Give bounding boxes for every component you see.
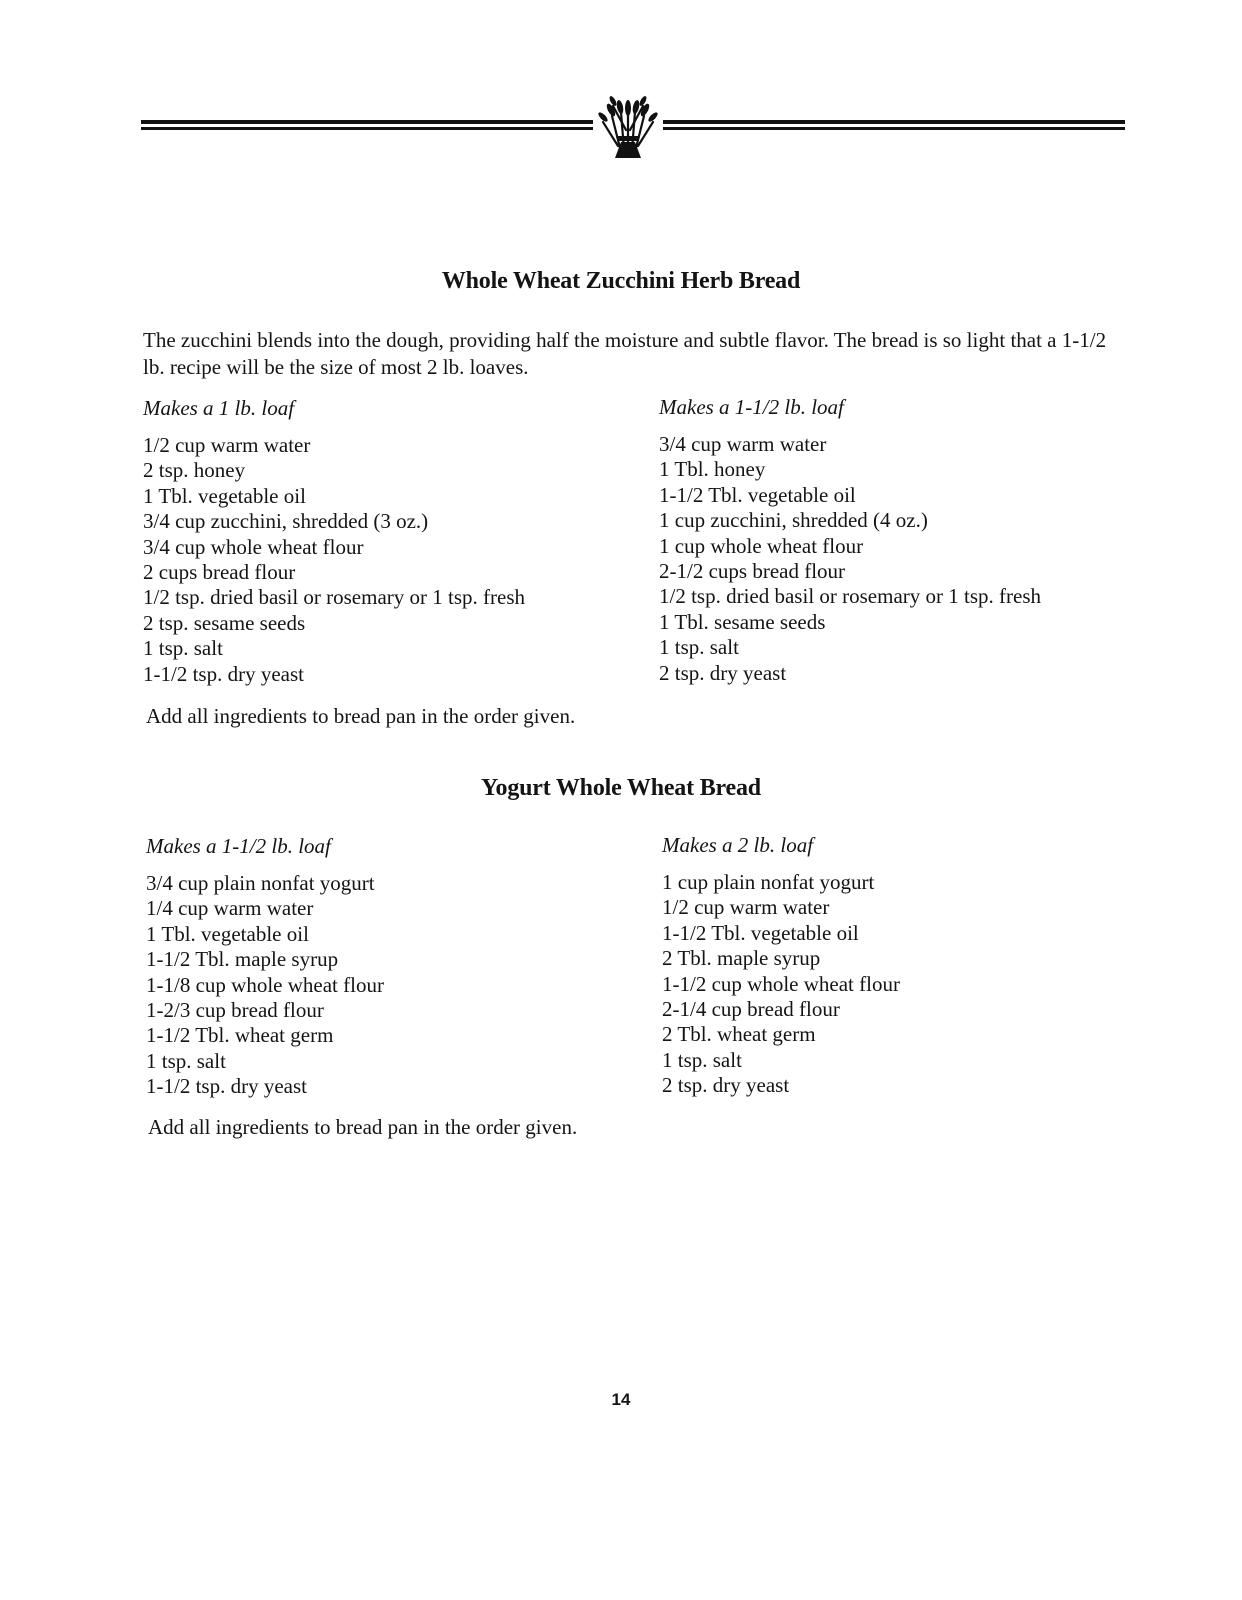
ingredient-item: 2 tsp. dry yeast	[662, 1073, 790, 1098]
ingredient-item: 2 cups bread flour	[143, 559, 296, 584]
recipe-column-right	[659, 395, 1041, 686]
ingredient-item: 1-1/2 Tbl. maple syrup	[146, 947, 339, 972]
recipe-intro: The zucchini blends into the dough, providing half the moisture and subtle flavor. The bread is so light that a 1-1/2 lb. recipe will be the size of most 2 lb. loaves.	[143, 328, 1107, 379]
ingredient-item: 1-1/2 tsp. dry yeast	[143, 661, 304, 686]
ingredient-item: 1 tsp. salt	[143, 636, 223, 661]
ingredient-item: 1-1/2 Tbl. vegetable oil	[659, 482, 856, 507]
loaf-size-label: Makes a 1-1/2 lb. loaf	[146, 834, 331, 858]
ingredient-item: 3/4 cup warm water	[659, 432, 827, 456]
ingredient-item: 1/2 tsp. dried basil or rosemary or 1 tsp. fresh	[143, 585, 526, 610]
ingredient-item: 3/4 cup plain nonfat yogurt	[146, 871, 375, 895]
ingredient-item: 2 tsp. dry yeast	[659, 660, 787, 685]
ingredient-item: 1-1/2 Tbl. wheat germ	[146, 1023, 334, 1048]
ingredient-item: 1-1/2 tsp. dry yeast	[146, 1074, 307, 1099]
ingredient-item: 1-1/2 cup whole wheat flour	[662, 971, 900, 996]
ingredient-item: 1-1/8 cup whole wheat flour	[146, 972, 384, 997]
ingredient-item: 1 cup plain nonfat yogurt	[662, 870, 875, 894]
ingredient-item: 1 Tbl. vegetable oil	[143, 483, 306, 508]
ingredient-item: 2 tsp. sesame seeds	[143, 610, 306, 635]
recipe-column-left	[146, 834, 384, 1100]
recipe-column-right	[662, 833, 900, 1099]
ingredient-list	[662, 870, 900, 1099]
wheat-sheaf-icon	[593, 88, 663, 160]
ingredient-item: 1 tsp. salt	[662, 1047, 742, 1072]
loaf-size-label: Makes a 1-1/2 lb. loaf	[659, 395, 844, 419]
ingredient-item: 1 tsp. salt	[146, 1048, 226, 1073]
ingredient-item: 3/4 cup zucchini, shredded (3 oz.)	[143, 509, 429, 534]
recipe-column-left	[143, 396, 525, 687]
loaf-size-label: Makes a 2 lb. loaf	[662, 833, 814, 857]
ingredient-list	[143, 433, 525, 687]
ingredient-item: 1/4 cup warm water	[146, 896, 314, 921]
ingredient-item: 2 Tbl. maple syrup	[662, 946, 821, 971]
recipe-instructions: Add all ingredients to bread pan in the order given.	[146, 704, 576, 728]
loaf-size-label: Makes a 1 lb. loaf	[143, 396, 295, 420]
ingredient-item: 2 tsp. honey	[143, 458, 246, 483]
ingredient-list	[659, 432, 1041, 686]
ingredient-item: 1 cup whole wheat flour	[659, 533, 864, 558]
ingredient-item: 1-2/3 cup bread flour	[146, 997, 324, 1022]
ingredient-list	[146, 871, 384, 1100]
recipe-title: Yogurt Whole Wheat Bread	[481, 775, 761, 801]
ingredient-item: 1/2 cup warm water	[662, 895, 830, 920]
page-number: 14	[611, 1390, 631, 1409]
ingredient-item: 1 tsp. salt	[659, 635, 739, 660]
ingredient-item: 1/2 cup warm water	[143, 433, 311, 457]
ingredient-item: 1-1/2 Tbl. vegetable oil	[662, 920, 859, 945]
ingredient-item: 2-1/2 cups bread flour	[659, 558, 846, 583]
ingredient-item: 2-1/4 cup bread flour	[662, 996, 840, 1021]
recipe-title: Whole Wheat Zucchini Herb Bread	[441, 268, 801, 294]
ingredient-item: 1 Tbl. sesame seeds	[659, 609, 826, 634]
recipe-instructions: Add all ingredients to bread pan in the order given.	[148, 1115, 578, 1139]
ingredient-item: 1 cup zucchini, shredded (4 oz.)	[659, 508, 928, 533]
ingredient-item: 1/2 tsp. dried basil or rosemary or 1 tsp. fresh	[659, 584, 1042, 609]
ingredient-item: 3/4 cup whole wheat flour	[143, 534, 364, 559]
ingredient-item: 1 Tbl. honey	[659, 457, 766, 482]
ingredient-item: 1 Tbl. vegetable oil	[146, 921, 309, 946]
ingredient-item: 2 Tbl. wheat germ	[662, 1022, 816, 1047]
